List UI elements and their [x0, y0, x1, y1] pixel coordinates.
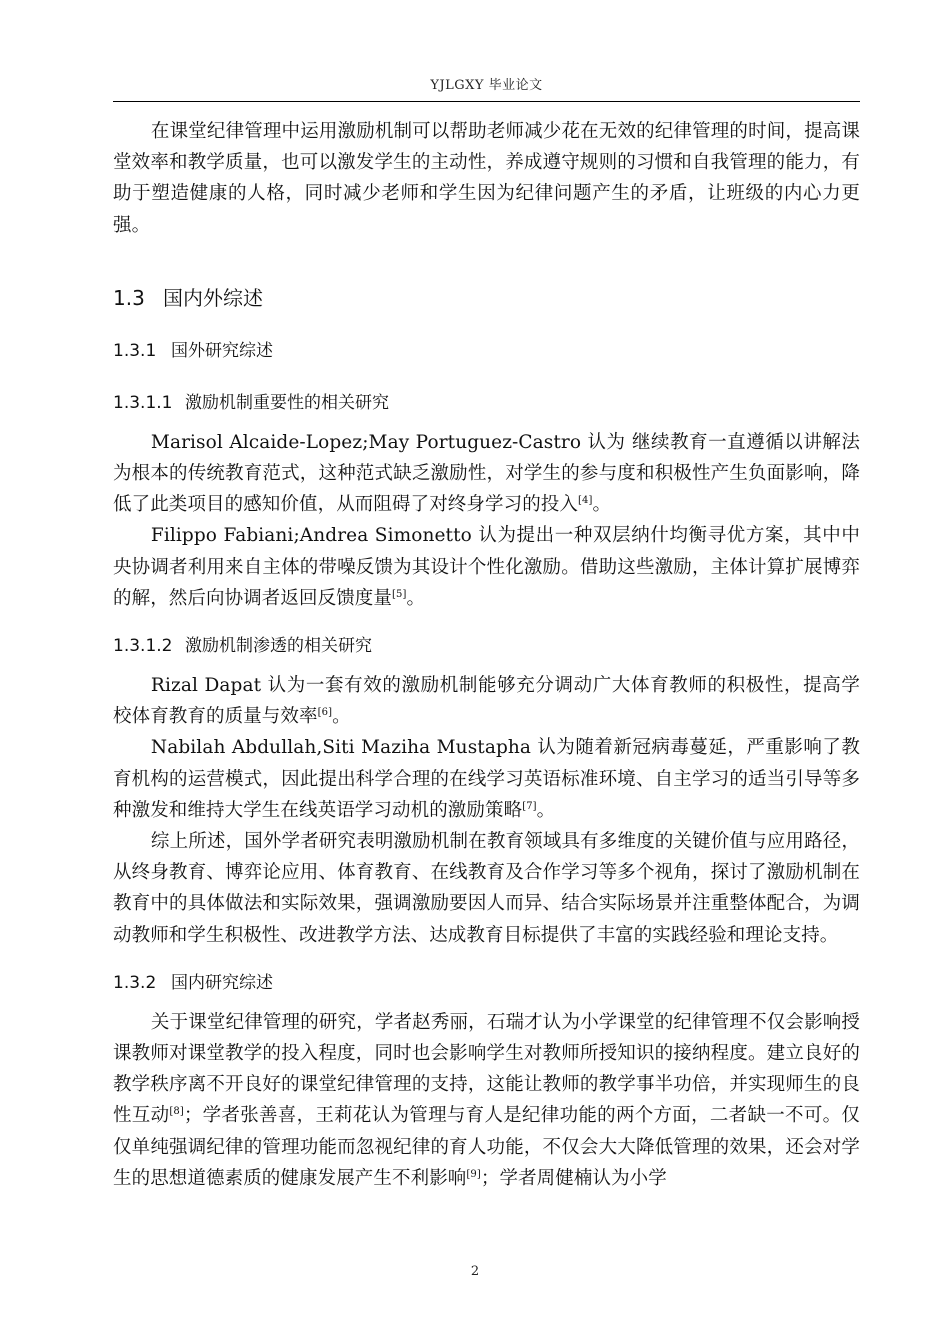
paragraph-marisol: Marisol Alcaide-Lopez;May Portuguez-Castro 认为 继续教育一直遵循以讲解法为根本的传统教育范式，这种范式缺乏激励性，对学生的参与度和积极性产生负面影响，降低了此类项目的感知价值，从而阻碍了对终身学习的投入[4]。	[113, 431, 860, 516]
heading-1-3	[113, 283, 860, 313]
paragraph-text: Filippo Fabiani;Andrea Simonetto 认为提出一种双层纳什均衡寻优方案，其中中央协调者利用来自主体的带噪反馈为其设计个性化激励。借助这些激励，主体计算扩展博弈的解，然后向协调者返回反馈度量	[113, 525, 860, 609]
paragraph-filippo: Filippo Fabiani;Andrea Simonetto 认为提出一种双层纳什均衡寻优方案，其中中央协调者利用来自主体的带噪反馈为其设计个性化激励。借助这些激励，主体计算扩展博弈的解，然后向协调者返回反馈度量[5]。	[113, 525, 860, 609]
paragraph-text: Nabilah Abdullah,Siti Maziha Mustapha 认为随着新冠病毒蔓延，严重影响了教育机构的运营模式，因此提出科学合理的在线学习英语标准环境、自主学习的适当引导等多种激发和维持大学生在线英语学习动机的激励策略	[113, 737, 860, 821]
header-rule	[113, 101, 860, 102]
page-content	[113, 116, 860, 1194]
heading-1-3-1-2	[113, 632, 860, 660]
heading-number: 1.3.2	[113, 972, 157, 993]
paragraph-text: 关于课堂纪律管理的研究，学者赵秀丽，石瑞才认为小学课堂的纪律管理不仅会影响授课教师对课堂教学的投入程度，同时也会影响学生对教师所授知识的接纳程度。建立良好的教学秩序离不开良好的课堂纪律管理的支持，这能让教师的教学事半功倍，并实现师生的良性互动	[113, 1011, 860, 1127]
page-header: YJLGXY 毕业论文	[430, 78, 543, 93]
heading-number: 1.3.1.1	[113, 392, 173, 413]
paragraph-text: ；学者周健楠认为小学	[480, 1167, 667, 1189]
citation-ref: [5]	[392, 588, 407, 600]
paragraph-text: Rizal Dapat 认为一套有效的激励机制能够充分调动广大体育教师的积极性，提高学校体育教育的质量与效率	[113, 675, 860, 728]
heading-number: 1.3.1	[113, 340, 157, 361]
paragraph-text: ；学者张善喜，王莉花认为管理与育人是纪律功能的两个方面，二者缺一不可。仅仅单纯强调纪律的管理功能而忽视纪律的育人功能，不仅会大大降低管理的效果，还会对学生的思想道德素质的健康发展产生不利影响	[113, 1105, 860, 1189]
heading-title: 国外研究综述	[171, 340, 273, 361]
citation-ref: [9]	[466, 1168, 481, 1180]
heading-1-3-2	[113, 969, 860, 997]
paragraph-rizal: Rizal Dapat 认为一套有效的激励机制能够充分调动广大体育教师的积极性，提高学校体育教育的质量与效率[6]。	[113, 675, 860, 728]
citation-ref: [4]	[578, 495, 593, 507]
citation-ref: [8]	[169, 1106, 184, 1118]
citation-ref: [7]	[522, 800, 537, 812]
paragraph-summary: 综上所述，国外学者研究表明激励机制在教育领域具有多维度的关键价值与应用路径，从终身教育、博弈论应用、体育教育、在线教育及合作学习等多个视角，探讨了激励机制在教育中的具体做法和实际效果，强调激励要因人而异、结合实际场景并注重整体配合，为调动教师和学生积极性、改进教学方法、达成教育目标提供了丰富的实践经验和理论支持。	[113, 831, 860, 946]
paragraph-nabilah: Nabilah Abdullah,Siti Maziha Mustapha 认为随着新冠病毒蔓延，严重影响了教育机构的运营模式，因此提出科学合理的在线学习英语标准环境、自主学习的适当引导等多种激发和维持大学生在线英语学习动机的激励策略[7]。	[113, 737, 860, 821]
heading-1-3-1	[113, 337, 860, 365]
heading-title: 激励机制渗透的相关研究	[185, 636, 372, 657]
heading-number: 1.3.1.2	[113, 636, 173, 657]
page-number: 2	[470, 1264, 480, 1279]
heading-number: 1.3	[113, 285, 145, 310]
paragraph-domestic	[113, 1007, 860, 1194]
heading-title: 国内外综述	[163, 285, 263, 310]
citation-ref: [6]	[317, 707, 333, 719]
heading-1-3-1-1	[113, 389, 860, 417]
heading-title: 国内研究综述	[171, 972, 273, 993]
paragraph-intro: 在课堂纪律管理中运用激励机制可以帮助老师减少花在无效的纪律管理的时间，提高课堂效率和教学质量，也可以激发学生的主动性，养成遵守规则的习惯和自我管理的能力，有助于塑造健康的人格，同时减少老师和学生因为纪律问题产生的矛盾，让班级的内心力更强。	[113, 121, 860, 236]
heading-title: 激励机制重要性的相关研究	[185, 392, 389, 413]
paragraph-text: Marisol Alcaide-Lopez;May Portuguez-Castro 认为 继续教育一直遵循以讲解法为根本的传统教育范式，这种范式缺乏激励性，对学生的参与度和积极性产生负面影响，降低了此类项目的感知价值，从而阻碍了对终身学习的投入	[113, 431, 860, 516]
